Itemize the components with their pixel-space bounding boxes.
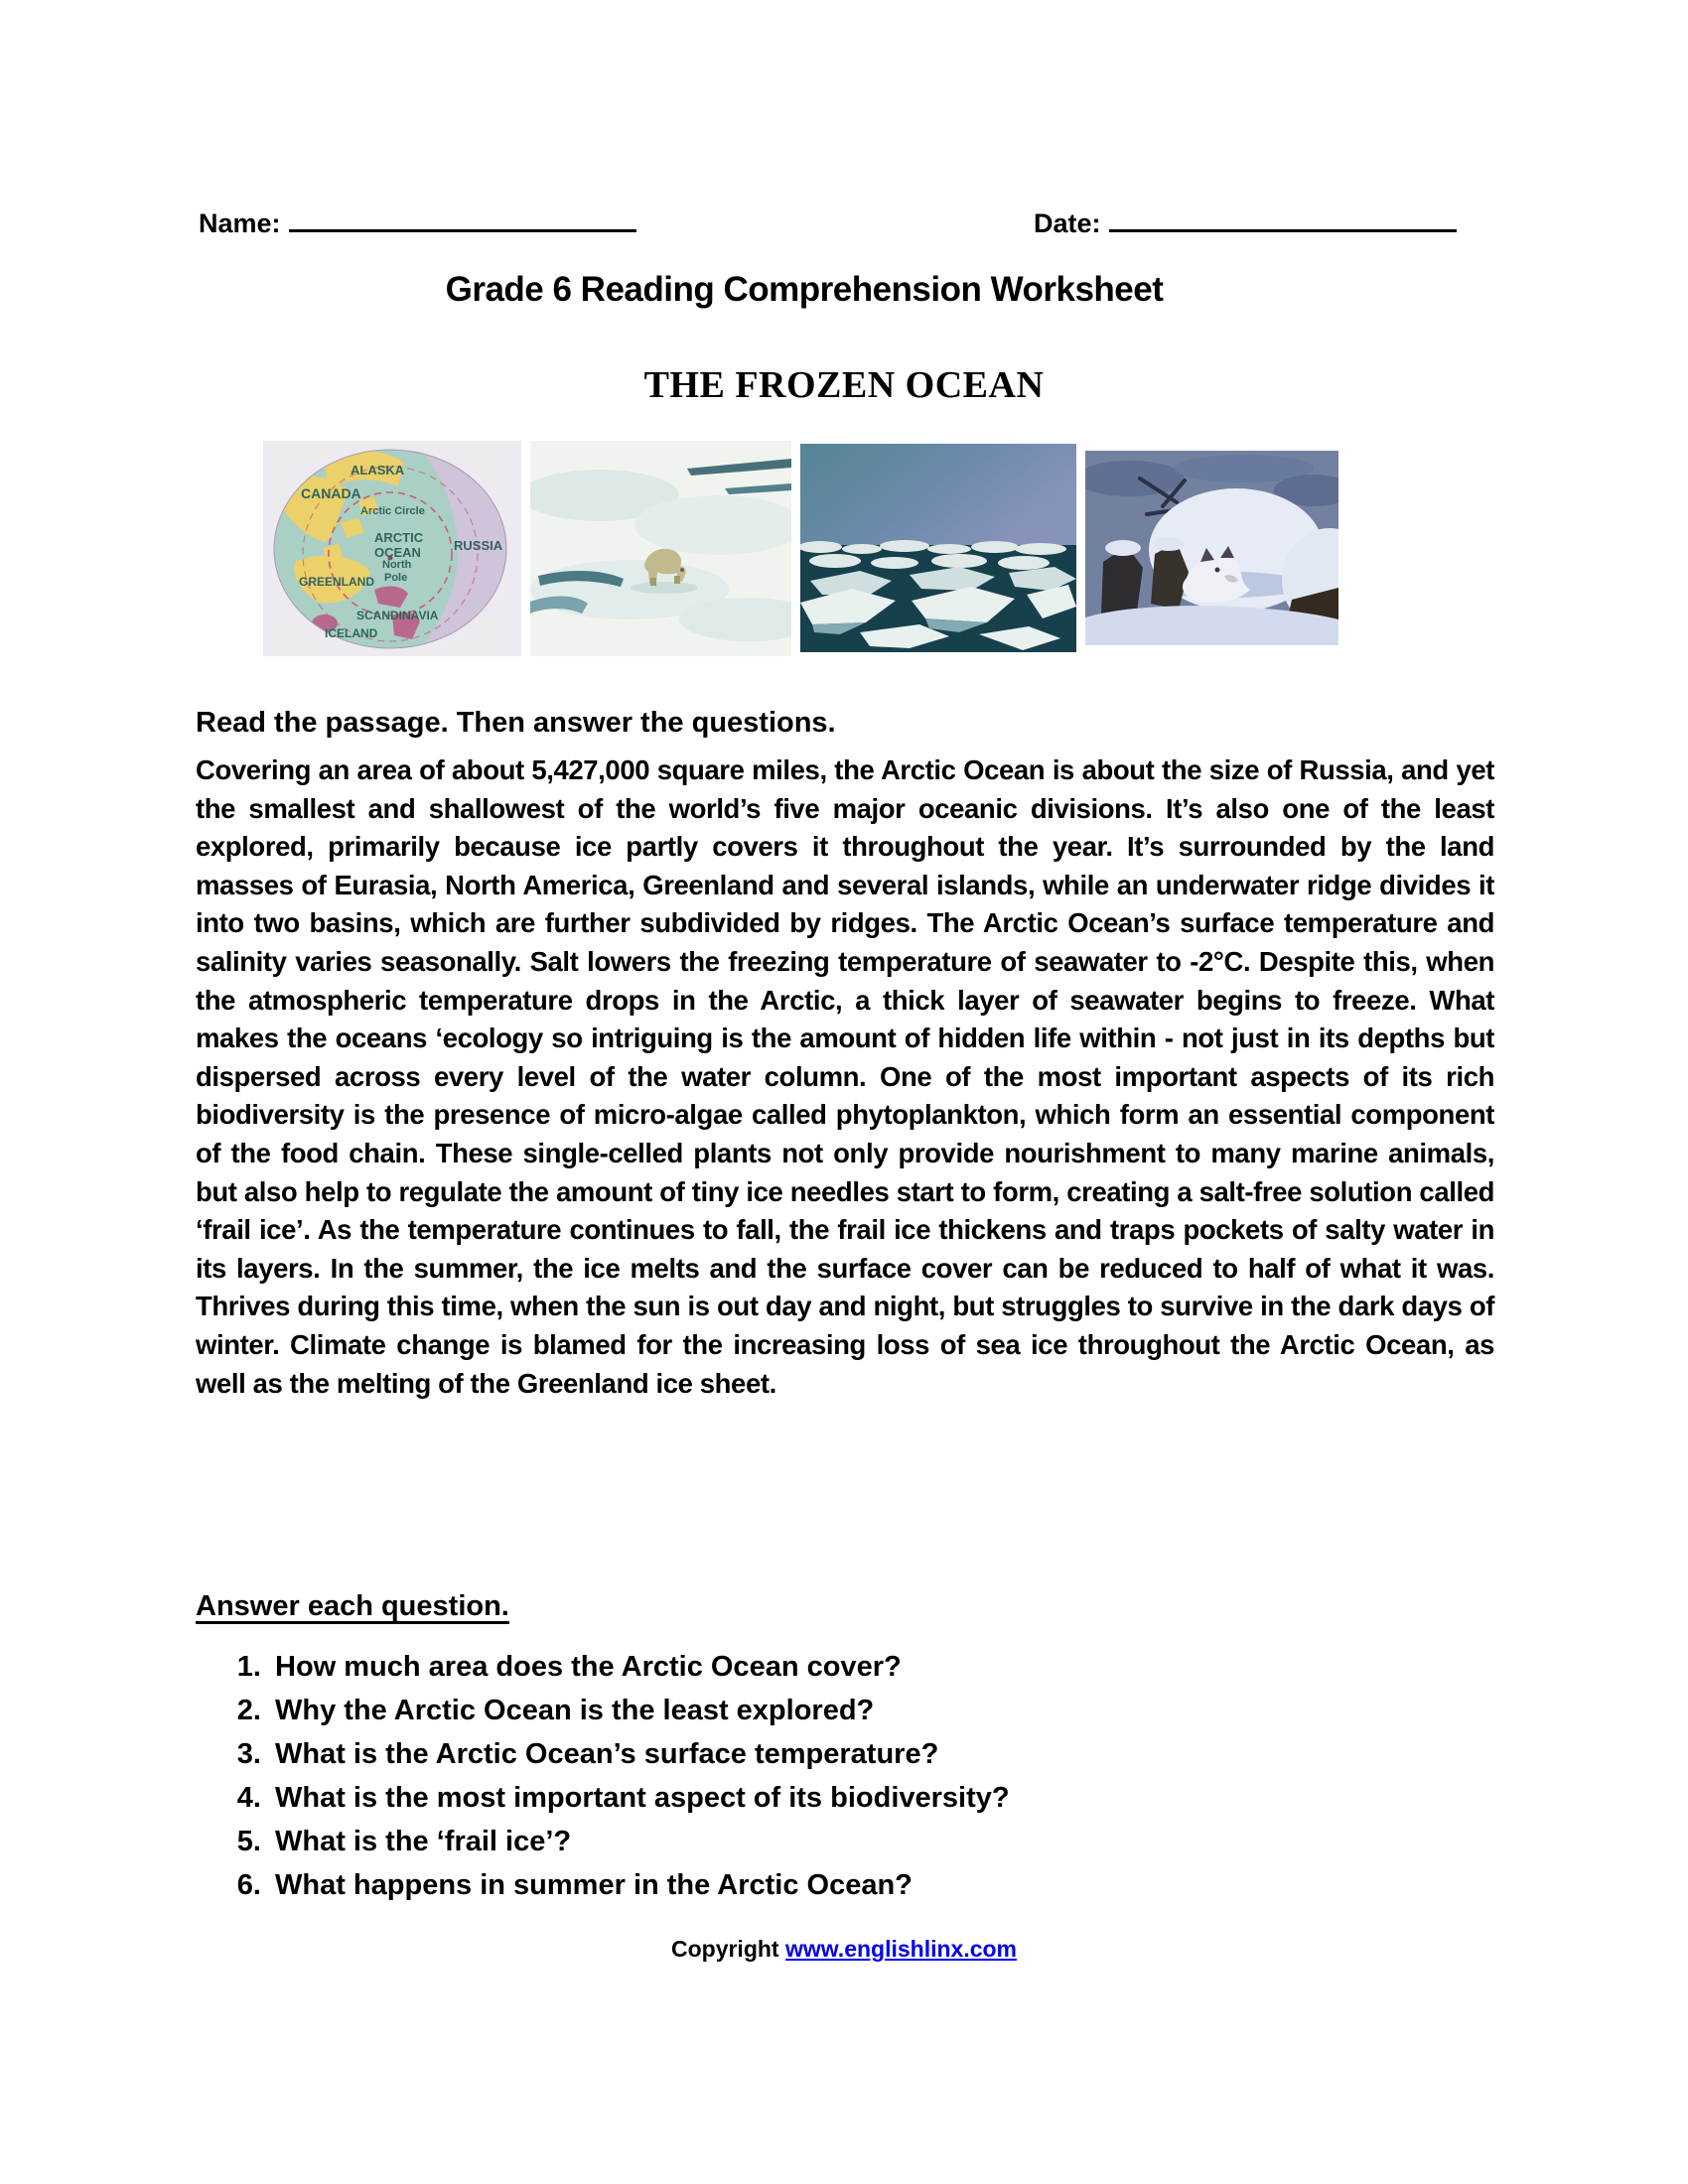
- map-label-russia: RUSSIA: [454, 538, 503, 553]
- name-blank-line: [289, 204, 636, 232]
- passage-text: Covering an area of about 5,427,000 square miles, the Arctic Ocean is about the size of Russia, and yet the smallest and shallowest of the world’s five major oceanic divisions. It’s also one of the least explored, primarily because ice partly covers it throughout the year. It’s surrounded by the land masses of Eurasia, North America, Greenland and several islands, while an underwater ridge divides it into two basins, which are further subdivided by ridges. The Arctic Ocean’s surface temperature and salinity varies seasonally. Salt lowers the freezing temperature of seawater to -2°C. Despite this, when the atmospheric temperature drops in the Arctic, a thick layer of seawater begins to freeze. What makes the oceans ‘ecology so intriguing is the amount of hidden life within - not just in its depths but dispersed across every level of the water column. One of the most important aspects of its rich biodiversity is the presence of micro-algae called phytoplankton, which form an essential component of the food chain. These single-celled plants not only provide nourishment to many marine animals, but also help to regulate the amount of tiny ice needles start to form, creating a salt-free solution called ‘frail ice’. As the temperature continues to fall, the frail ice thickens and traps pockets of salty water in its layers. In the summer, the ice melts and the surface cover can be reduced to half of what it was. Thrives during this time, when the sun is out day and night, but struggles to survive in the dark days of winter. Climate change is blamed for the increasing loss of sea ice throughout the Arctic Ocean, as well as the melting of the Greenland ice sheet.: [196, 754, 1494, 1399]
- ice-floes-image: [800, 444, 1076, 652]
- name-field-group: [199, 204, 636, 239]
- map-label-arctic-circle: Arctic Circle: [360, 505, 425, 517]
- questions-list: [196, 1650, 1010, 1912]
- date-blank-line: [1109, 204, 1457, 232]
- date-label: Date:: [1034, 208, 1101, 238]
- instructions-line: Read the passage. Then answer the questions.: [196, 707, 836, 739]
- footer: [0, 1936, 1688, 1963]
- date-field-group: [1034, 204, 1457, 239]
- question-item: 3. What is the Arctic Ocean’s surface temperature?: [269, 1737, 1010, 1771]
- copyright-label: Copyright: [670, 1936, 779, 1962]
- name-label: Name:: [199, 208, 281, 238]
- passage-title: THE FROZEN OCEAN: [643, 364, 1045, 406]
- questions-heading: Answer each question.: [196, 1590, 509, 1622]
- map-label-pole: Pole: [384, 572, 408, 584]
- question-item: 6. What happens in summer in the Arctic Ocean?: [269, 1868, 1010, 1902]
- polar-bear-image: [530, 441, 791, 656]
- arctic-fox-image: [1085, 451, 1338, 645]
- question-item: 4. What is the most important aspect of its biodiversity?: [269, 1781, 1010, 1815]
- image-strip: [263, 441, 1338, 656]
- map-label-ocean: OCEAN: [374, 545, 421, 560]
- page-title: Grade 6 Reading Comprehension Worksheet: [445, 270, 1164, 309]
- map-label-alaska: ALASKA: [351, 463, 405, 478]
- map-label-arctic: ARCTIC: [374, 530, 424, 545]
- map-label-greenland: GREENLAND: [299, 575, 375, 589]
- question-item: 1. How much area does the Arctic Ocean cover?: [269, 1650, 1010, 1684]
- englishlinx-link[interactable]: www.englishlinx.com: [784, 1936, 1018, 1962]
- question-item: 2. Why the Arctic Ocean is the least explored?: [269, 1694, 1010, 1727]
- map-label-iceland: ICELAND: [325, 626, 378, 640]
- map-label-canada: CANADA: [301, 485, 361, 501]
- map-label-scandinavia: SCANDINAVIA: [356, 609, 439, 622]
- question-item: 5. What is the ‘frail ice’?: [269, 1825, 1010, 1858]
- map-label-north: North: [382, 559, 412, 571]
- arctic-map-image: [263, 441, 521, 656]
